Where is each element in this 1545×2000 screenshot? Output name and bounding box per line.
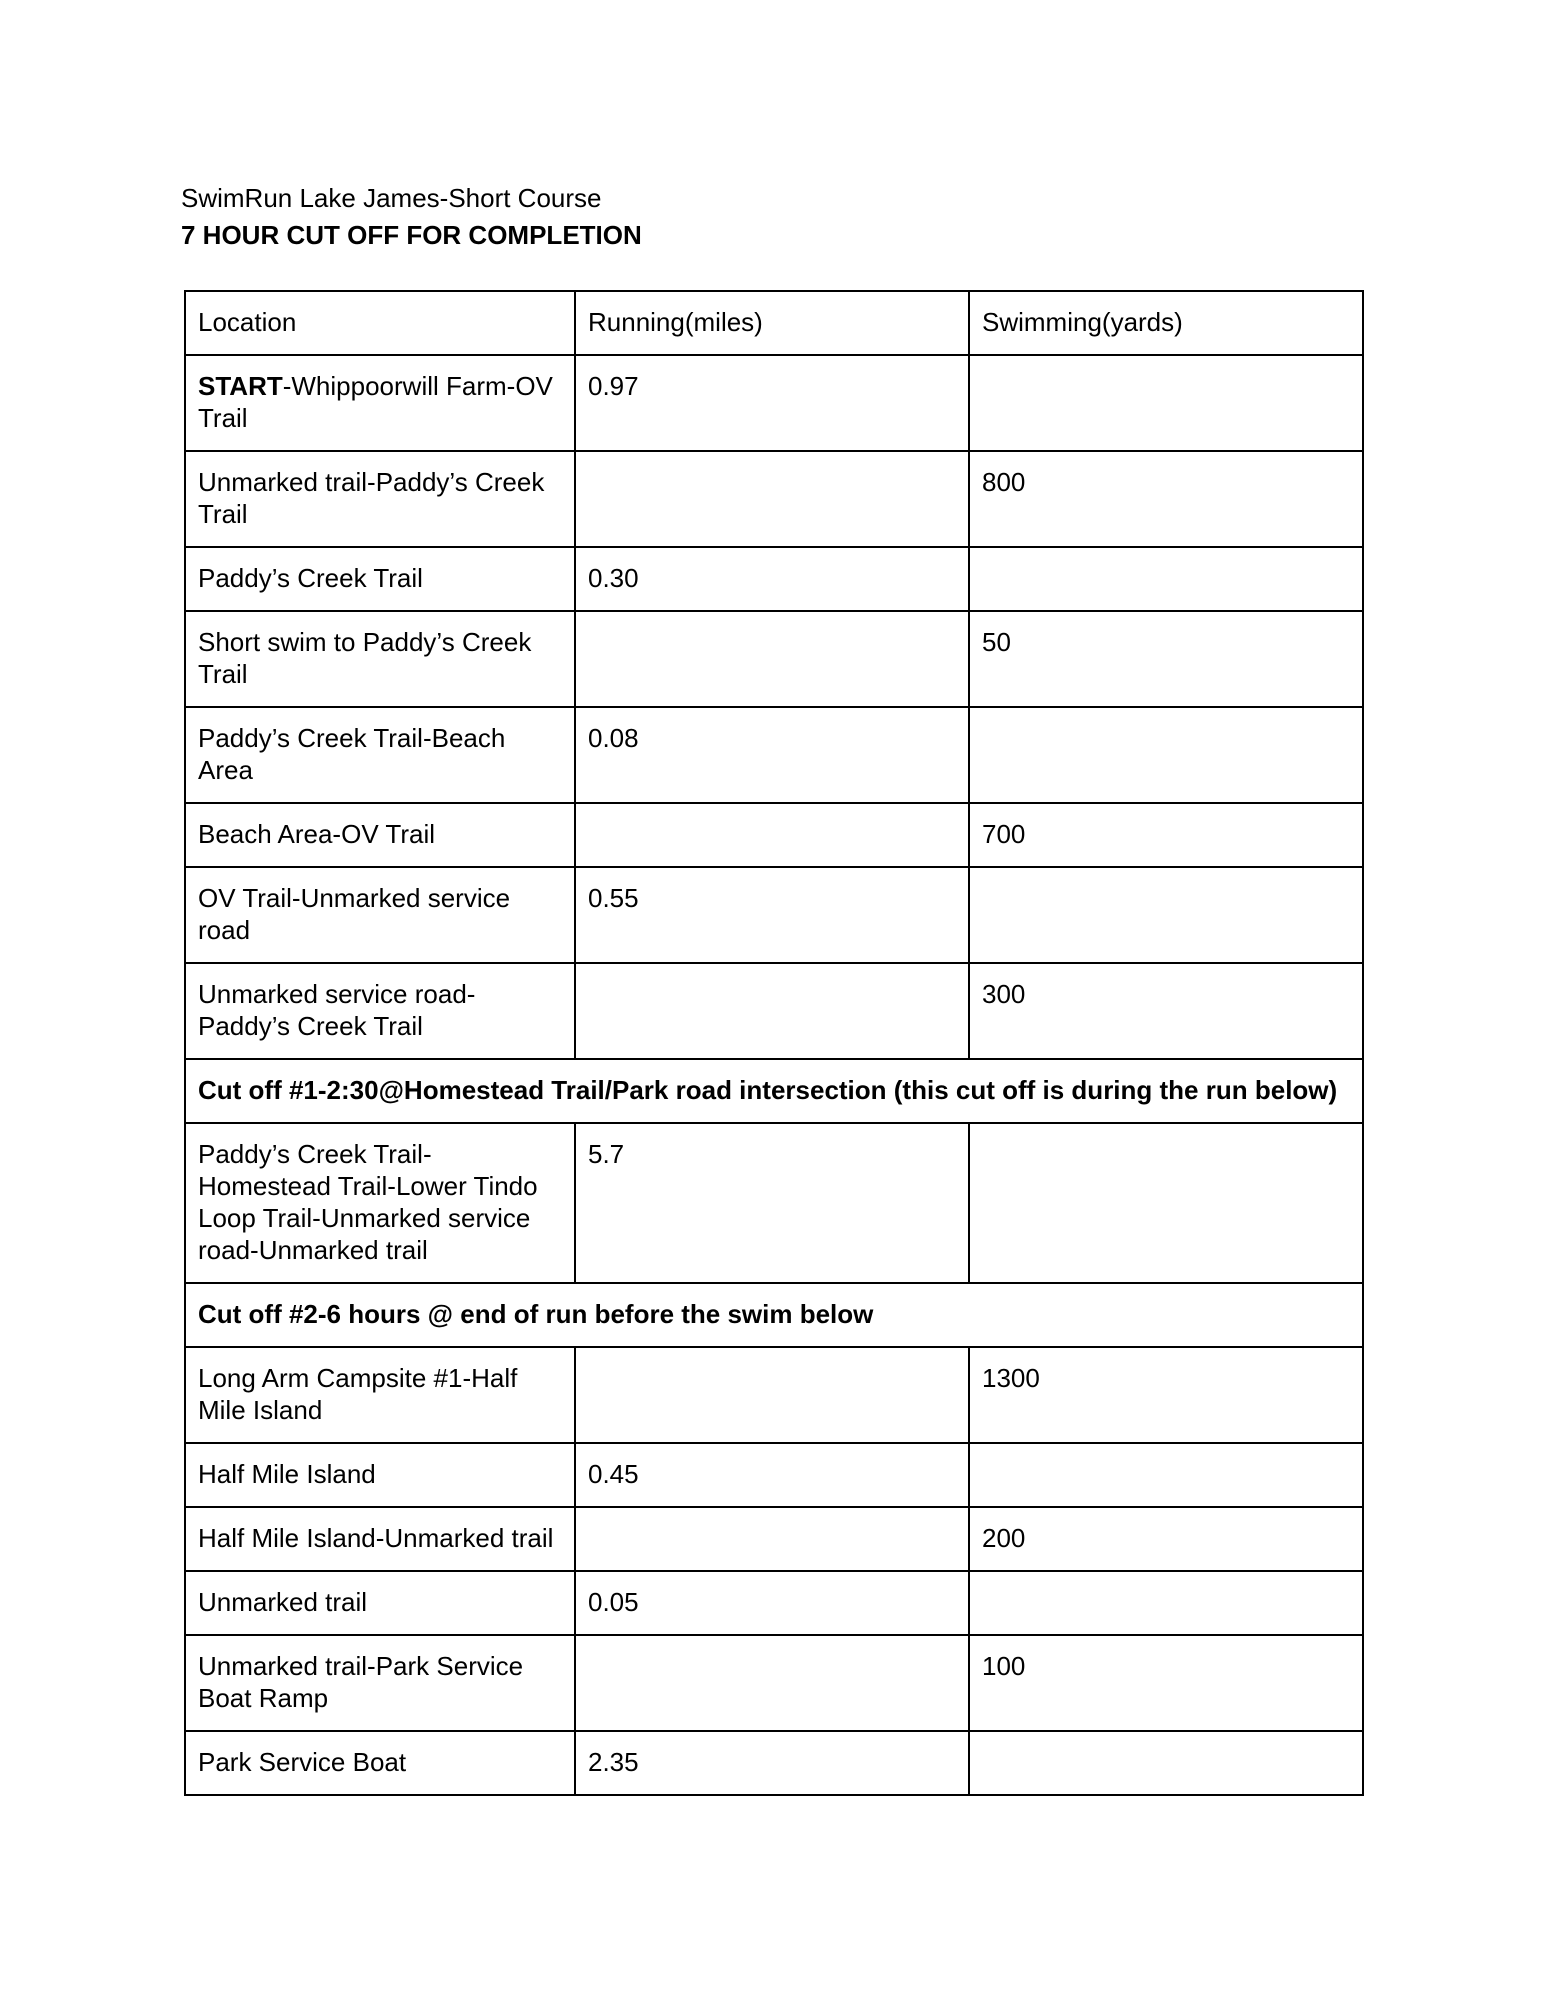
swimming-cell — [969, 1123, 1363, 1283]
cutoff-row — [185, 1059, 1363, 1123]
running-cell — [575, 611, 969, 707]
location-cell: Unmarked trail-Park Service Boat Ramp — [185, 1635, 575, 1731]
running-cell — [575, 1507, 969, 1571]
location-start-label: START — [198, 371, 283, 401]
swimming-cell — [969, 707, 1363, 803]
location-cell: OV Trail-Unmarked service road — [185, 867, 575, 963]
location-cell: Short swim to Paddy’s Creek Trail — [185, 611, 575, 707]
table-row — [185, 355, 1363, 451]
running-cell — [575, 1347, 969, 1443]
column-header-location: Location — [185, 291, 575, 355]
table-header-row — [185, 291, 1363, 355]
location-cell: Beach Area-OV Trail — [185, 803, 575, 867]
cutoff-heading: 7 HOUR CUT OFF FOR COMPLETION — [181, 220, 642, 250]
course-table — [184, 290, 1364, 1796]
document-title: SwimRun Lake James-Short Course — [181, 183, 602, 213]
cutoff-row — [185, 1283, 1363, 1347]
location-cell — [185, 355, 575, 451]
swimming-cell — [969, 1571, 1363, 1635]
location-cell: Unmarked trail — [185, 1571, 575, 1635]
table-row — [185, 1507, 1363, 1571]
cutoff-note: Cut off #2-6 hours @ end of run before the swim below — [185, 1283, 1363, 1347]
running-cell — [575, 451, 969, 547]
cutoff-note: Cut off #1-2:30@Homestead Trail/Park road intersection (this cut off is during the run below) — [185, 1059, 1363, 1123]
table-row — [185, 1347, 1363, 1443]
column-header-running: Running(miles) — [575, 291, 969, 355]
swimming-cell — [969, 355, 1363, 451]
location-cell: Paddy’s Creek Trail-Beach Area — [185, 707, 575, 803]
running-cell: 5.7 — [575, 1123, 969, 1283]
table-row — [185, 1731, 1363, 1795]
table-row — [185, 1635, 1363, 1731]
column-header-swimming: Swimming(yards) — [969, 291, 1363, 355]
swimming-cell: 700 — [969, 803, 1363, 867]
table-row — [185, 803, 1363, 867]
table-row — [185, 707, 1363, 803]
table-row — [185, 867, 1363, 963]
location-cell: Half Mile Island — [185, 1443, 575, 1507]
table-row — [185, 451, 1363, 547]
running-cell: 2.35 — [575, 1731, 969, 1795]
running-cell — [575, 803, 969, 867]
location-cell: Park Service Boat — [185, 1731, 575, 1795]
location-cell: Half Mile Island-Unmarked trail — [185, 1507, 575, 1571]
swimming-cell: 800 — [969, 451, 1363, 547]
location-cell: Paddy’s Creek Trail-Homestead Trail-Lower Tindo Loop Trail-Unmarked service road-Unmarked trail — [185, 1123, 575, 1283]
location-cell: Unmarked service road-Paddy’s Creek Trail — [185, 963, 575, 1059]
swimming-cell: 1300 — [969, 1347, 1363, 1443]
swimming-cell — [969, 547, 1363, 611]
swimming-cell — [969, 867, 1363, 963]
running-cell: 0.30 — [575, 547, 969, 611]
location-cell: Long Arm Campsite #1-Half Mile Island — [185, 1347, 575, 1443]
running-cell — [575, 963, 969, 1059]
location-cell: Paddy’s Creek Trail — [185, 547, 575, 611]
swimming-cell — [969, 1443, 1363, 1507]
running-cell — [575, 1635, 969, 1731]
swimming-cell: 100 — [969, 1635, 1363, 1731]
table-row — [185, 1571, 1363, 1635]
location-text: -Whippoorwill Farm-OV Trail — [198, 371, 553, 433]
swimming-cell — [969, 1731, 1363, 1795]
table-row — [185, 1443, 1363, 1507]
swimming-cell: 50 — [969, 611, 1363, 707]
running-cell: 0.97 — [575, 355, 969, 451]
table-row — [185, 963, 1363, 1059]
running-cell: 0.55 — [575, 867, 969, 963]
location-cell: Unmarked trail-Paddy’s Creek Trail — [185, 451, 575, 547]
swimming-cell: 200 — [969, 1507, 1363, 1571]
table-row — [185, 1123, 1363, 1283]
running-cell: 0.08 — [575, 707, 969, 803]
table-row — [185, 547, 1363, 611]
running-cell: 0.05 — [575, 1571, 969, 1635]
document-header — [181, 180, 642, 254]
swimming-cell: 300 — [969, 963, 1363, 1059]
running-cell: 0.45 — [575, 1443, 969, 1507]
table-row — [185, 611, 1363, 707]
